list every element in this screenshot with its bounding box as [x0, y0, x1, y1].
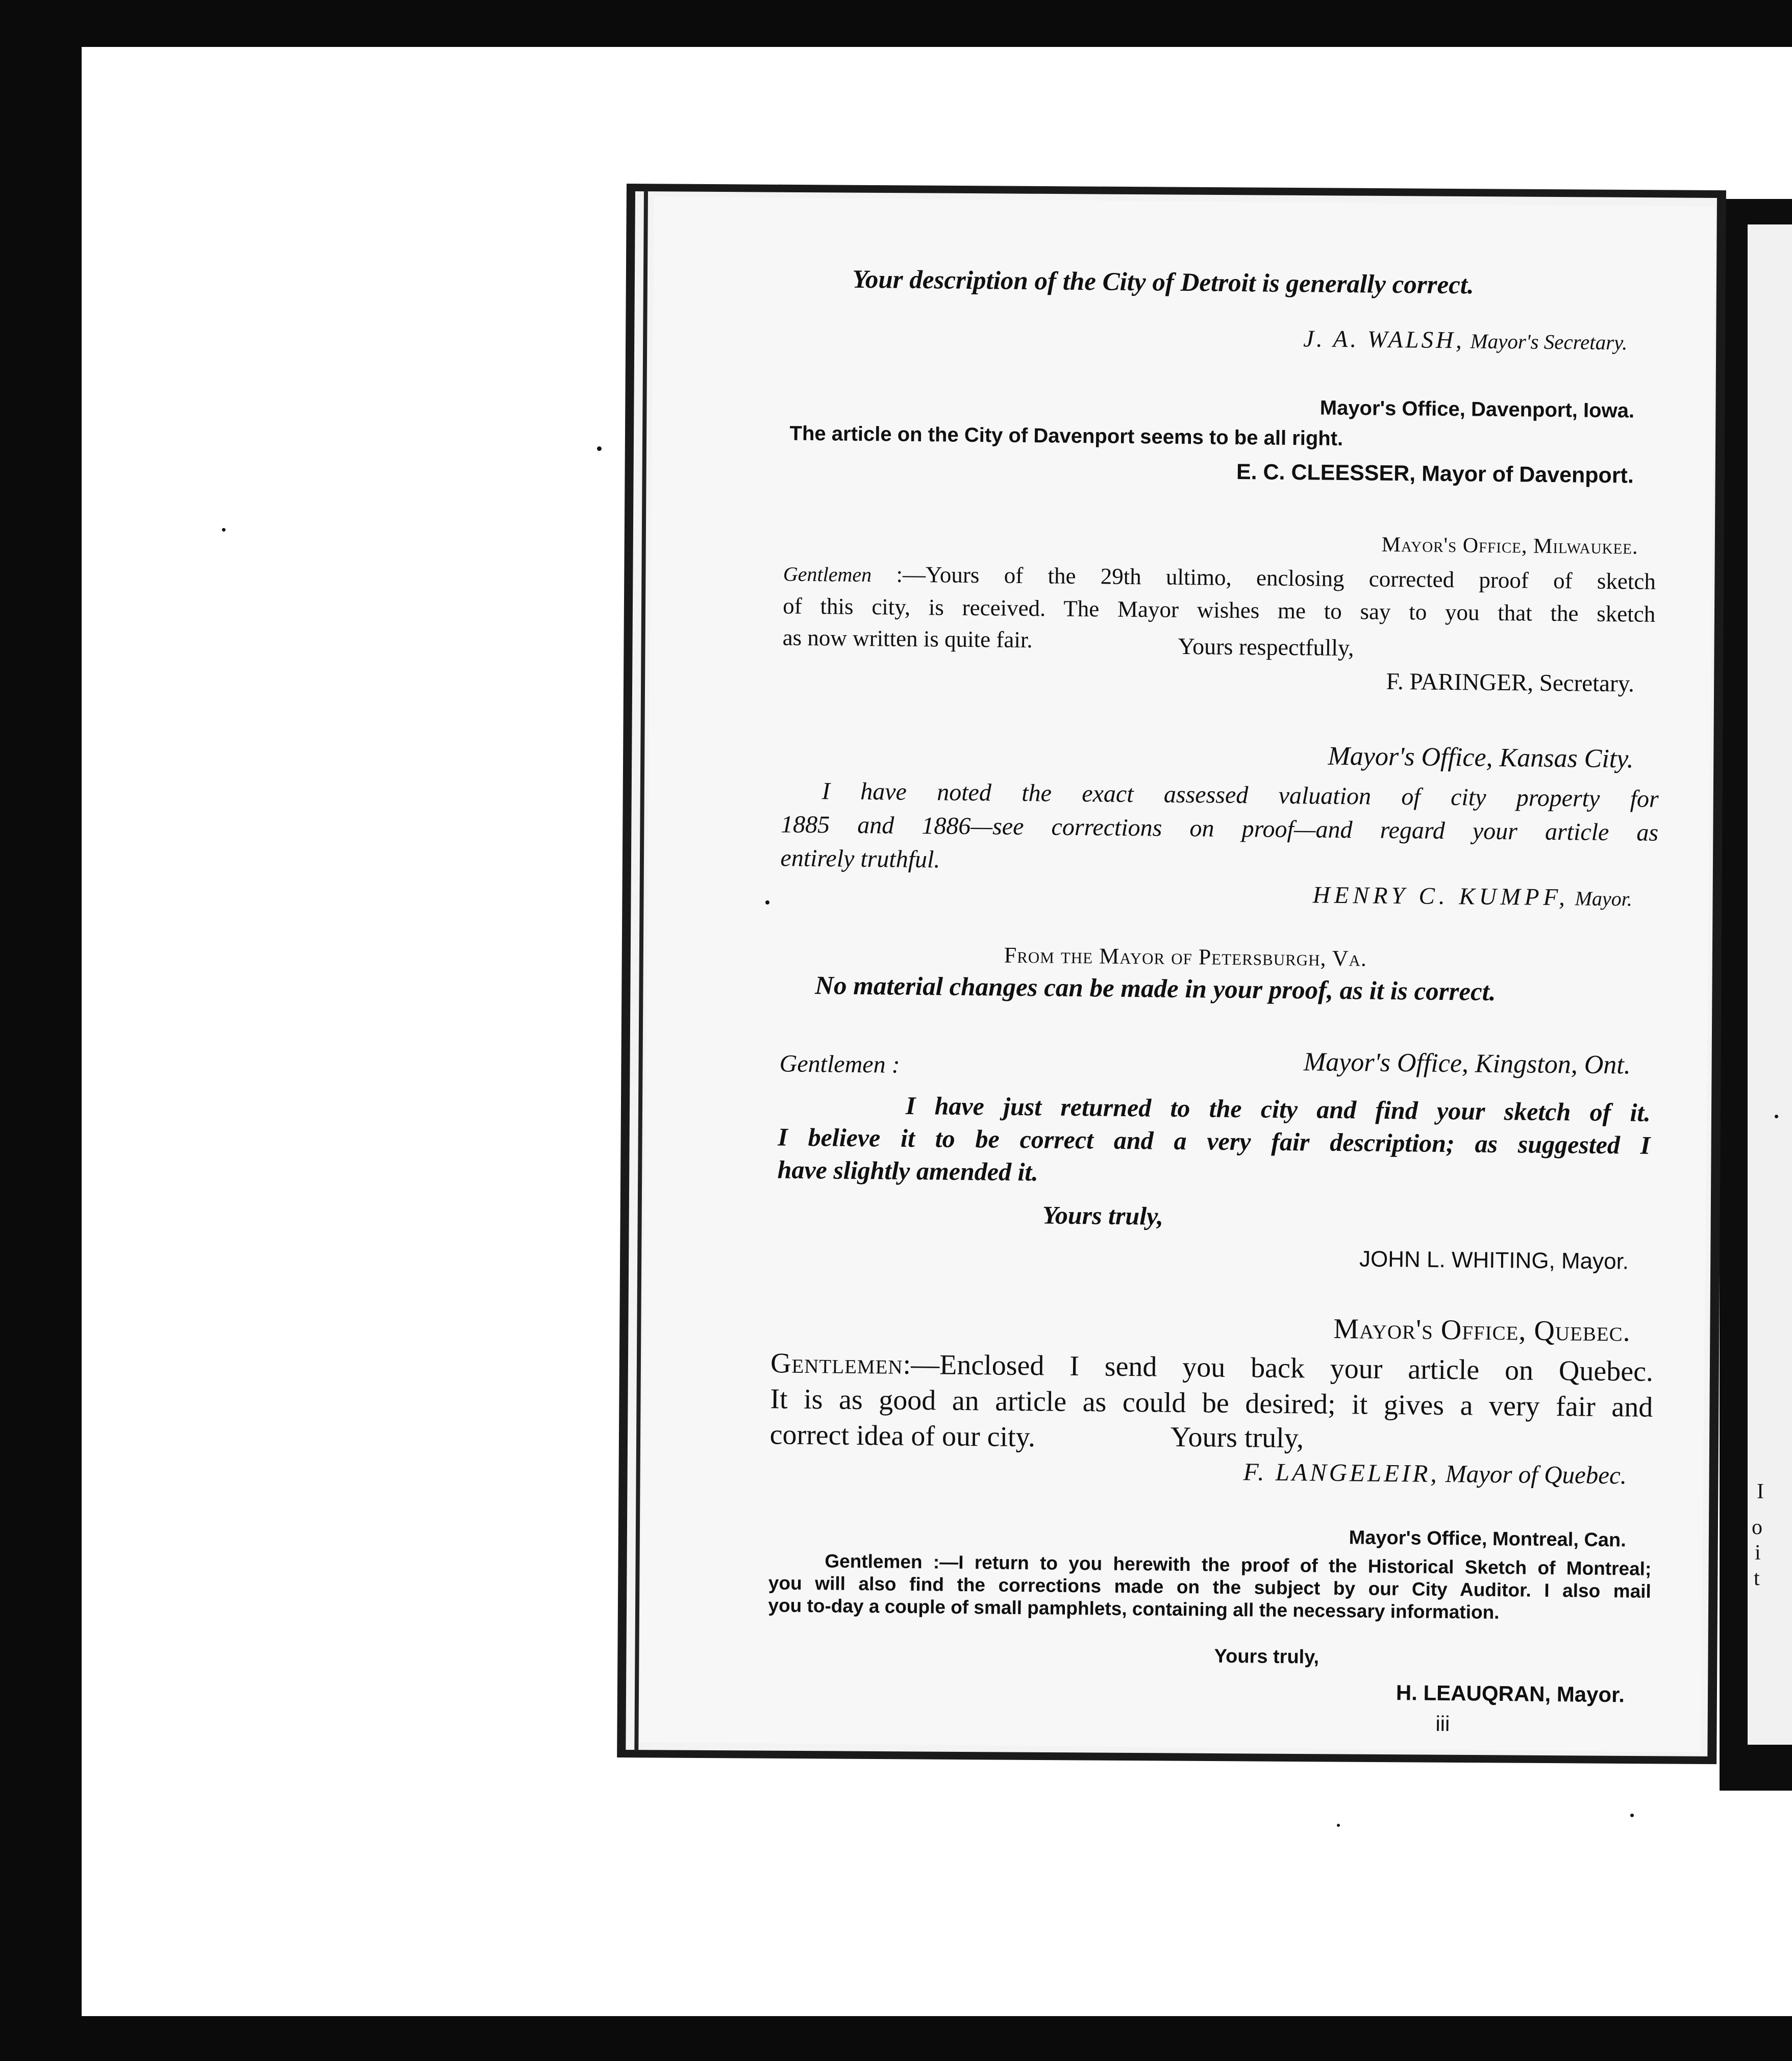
scan-speck [765, 900, 769, 904]
detroit-letter: Your description of the City of Detroit is generally correct. [852, 265, 1474, 300]
quebec-office: Mayor's Office, Quebec. [1333, 1313, 1631, 1348]
next-page-fragment: o [1752, 1516, 1762, 1539]
next-page [1748, 224, 1792, 1745]
kingston-closing: Yours truly, [1042, 1200, 1164, 1230]
milwaukee-closing: Yours respectfully, [1178, 633, 1354, 661]
montreal-letter: Gentlemen :—I return to you herewith the proof of the Historical Sketch of Montreal; you will also find the corrections made on the subject by our City Auditor. I also mail you to-day a couple of small pamphlets, containing all the necessary information. [768, 1550, 1652, 1623]
davenport-signature: E. C. CLEESSER, Mayor of Davenport. [1236, 459, 1634, 488]
page-number: iii [1435, 1711, 1450, 1736]
quebec-signature: F. LANGELEIR, Mayor of Quebec. [1243, 1457, 1627, 1490]
kingston-letter: I have just returned to the city and find your sketch of it. I believe it to be correct and a very fair description; as suggested I have slightly amended it. [777, 1091, 1651, 1187]
scan-speck [1630, 1814, 1634, 1817]
scan-speck [222, 528, 226, 532]
quebec-letter: Gentlemen:—Enclosed I send you back your article on Quebec. It is as good an article as could be desired; it gives a very fair and correct idea of our city. [769, 1347, 1654, 1453]
milwaukee-letter: Gentlemen :—Yours of the 29th ultimo, enclosing corrected proof of sketch of this city, is received. The Mayor wishes me to say to you that the sketch as now written is quite fair. [782, 561, 1656, 653]
montreal-closing: Yours truly, [1214, 1645, 1320, 1668]
petersburgh-office: From the Mayor of Petersburgh, Va. [1004, 942, 1367, 971]
kansas-city-office: Mayor's Office, Kansas City. [1328, 741, 1634, 774]
milwaukee-signature: F. PARINGER, Secretary. [1386, 668, 1635, 697]
next-page-fragment: I [1757, 1480, 1764, 1503]
scan-speck [1337, 1824, 1340, 1827]
kansas-city-letter: I have noted the exact assessed valuation of city property for 1885 and 1886—see corrections on proof—and regard your article as entirely truthful. [780, 777, 1659, 873]
next-page-fragment: t [1754, 1567, 1760, 1590]
milwaukee-office: Mayor's Office, Milwaukee. [1381, 533, 1638, 559]
montreal-signature: H. LEAUQRAN, Mayor. [1396, 1680, 1625, 1707]
next-page-fragment: i [1755, 1541, 1761, 1565]
scan-speck [1775, 1115, 1778, 1118]
quebec-closing: Yours truly, [1170, 1421, 1304, 1454]
scan-speck [597, 446, 602, 451]
kingston-salutation: Gentlemen : [779, 1050, 900, 1078]
book-page [639, 196, 1715, 1752]
kingston-signature: JOHN L. WHITING, Mayor. [1359, 1246, 1629, 1274]
kingston-office: Mayor's Office, Kingston, Ont. [1303, 1047, 1631, 1080]
montreal-office: Mayor's Office, Montreal, Can. [1349, 1527, 1627, 1551]
davenport-office: Mayor's Office, Davenport, Iowa. [1320, 396, 1635, 422]
davenport-letter: The article on the City of Davenport seems to be all right. [789, 422, 1343, 450]
kansas-city-signature: HENRY C. KUMPF, Mayor. [1312, 882, 1633, 911]
detroit-signature: J. A. WALSH, Mayor's Secretary. [1303, 325, 1628, 355]
petersburgh-letter: No material changes can be made in your proof, as it is correct. [814, 971, 1496, 1007]
